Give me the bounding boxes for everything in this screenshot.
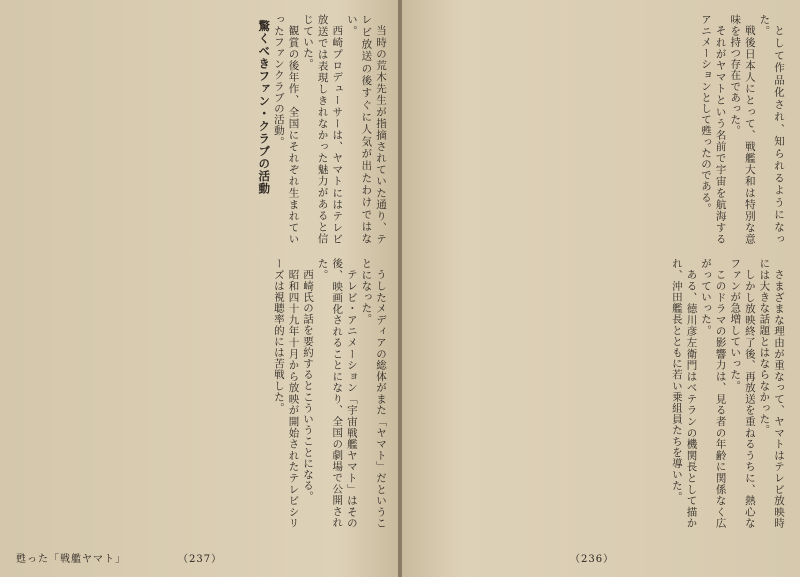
paragraph: 当時の荒木先生が指摘されていた通り、テレビ放送の後すぐに人気が出たわけではない。	[345, 14, 387, 244]
paragraph: それがヤマトという名前で宇宙を航海するアニメーションとして甦ったのである。	[700, 14, 727, 244]
right-page-bottom-text	[420, 258, 786, 528]
paragraph: 西崎プロデューサーは、ヤマトにはテレビ放送では表現しきれなかった魅力があると信じていた。	[302, 14, 344, 244]
paragraph: このドラマの影響力は、見る者の年齢に関係なく広がっていった。	[700, 258, 727, 528]
paragraph: しかし放映終了後、再放送を重ねるうちに、熱心なファンが急増していった。	[729, 258, 756, 528]
right-page-top-text	[420, 14, 786, 244]
paragraph: うしたメディアの総体がまた「ヤマト」だということになった。	[360, 258, 387, 528]
left-page-top-text	[18, 14, 388, 244]
paragraph: 昭和四十九年十月から放映が開始されたテレビシリーズは視聴率的には苦戦した。	[272, 258, 300, 528]
paragraph: さまざまな理由が重なって、ヤマトはテレビ放映時には大きな話題とはならなかった。	[758, 258, 785, 528]
right-page	[402, 0, 800, 577]
paragraph: 西崎氏の話を要約するとこういうことになる。	[302, 268, 315, 502]
page-number: （237）	[178, 554, 223, 565]
page-number: （236）	[570, 554, 615, 565]
paragraph: 観賞の後年作、全国にそれぞれ生まれていったファンクラブの活動。	[272, 14, 300, 244]
running-footer-title: 甦った「戦艦ヤマト」	[16, 554, 126, 565]
paragraph: テレビ・アニメーション「宇宙戦艦ヤマト」はその後、映画化されることになり、全国の劇場で公開された。	[316, 258, 358, 528]
left-page	[0, 0, 398, 577]
paragraph: ある、徳川彦左衛門はベテランの機関長として描かれ、沖田艦長とともに若い乗組員たちを導いた。	[670, 258, 698, 528]
paragraph: として作品化され、知られるようになった。	[758, 14, 785, 244]
paragraph: 戦後日本人にとって、戦艦大和は特別な意味を持つ存在であった。	[729, 14, 756, 244]
section-heading: 驚くべきファン・クラブの活動	[257, 20, 272, 195]
left-page-bottom-text	[18, 258, 388, 528]
